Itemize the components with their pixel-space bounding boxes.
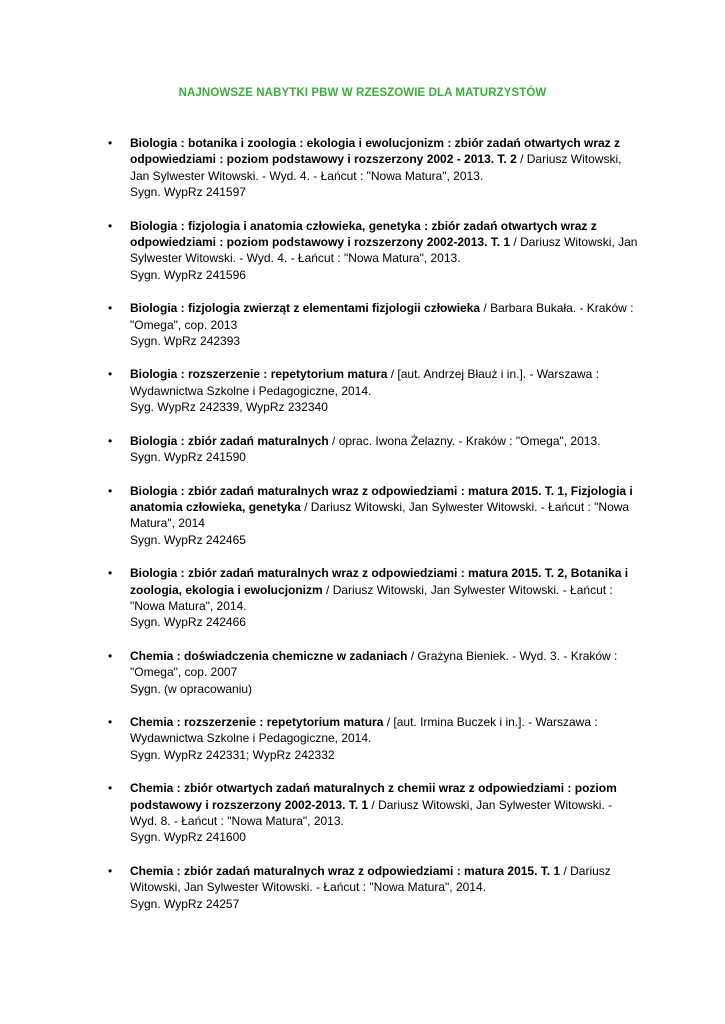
entry-title: Biologia : rozszerzenie : repetytorium matura: [130, 367, 388, 382]
entry-description: / [aut. Irmina Buczek i in.]. - Warszawa : Wydawnictwa Szkolne i Pedagogiczne, 2014.: [130, 714, 598, 746]
list-item: [108, 366, 638, 415]
list-item: [108, 218, 638, 284]
list-item: [108, 648, 638, 697]
entry-title: Chemia : rozszerzenie : repetytorium matura: [130, 714, 384, 729]
entry-title: Biologia : fizjologia i anatomia człowieka, genetyka : zbiór zadań otwartych wraz z odpowiedziami : poziom podstawowy i rozszerzony 2002-2013. T. 1: [130, 218, 597, 250]
bullet-icon: •: [108, 367, 113, 382]
entry-description: / [aut. Andrzej Błauż i in.]. - Warszawa : Wydawnictwa Szkolne i Pedagogiczne, 2014.: [130, 367, 600, 398]
bullet-icon: •: [108, 136, 113, 150]
bullet-icon: •: [108, 648, 113, 663]
entry-description: / Dariusz Witowski, Jan Sylwester Witowski. - Łańcut : "Nowa Matura", 2014.: [130, 863, 611, 895]
entry-title: Chemia : zbiór otwartych zadań maturalnych z chemii wraz z odpowiedziami : poziom podstawowy i rozszerzony 2002-2013. T. 1: [130, 781, 617, 812]
entry-description: / Dariusz Witowski, Jan Sylwester Witowski. - Wyd. 4. - Łańcut : "Nowa Matura", 2013.: [130, 235, 638, 266]
bullet-icon: •: [108, 781, 113, 796]
entry-description: / Dariusz Witowski, Jan Sylwester Witowski. - Wyd. 4. - Łańcut : "Nowa Matura", 2013.: [130, 152, 622, 183]
call-number: Sygn. (w opracowaniu): [130, 681, 253, 696]
entry-description: / Dariusz Witowski, Jan Sylwester Witowski. - Wyd. 8. - Łańcut : "Nowa Matura", 2013.: [130, 797, 613, 828]
entry-title: Chemia : zbiór zadań maturalnych wraz z odpowiedziami : matura 2015. T. 1: [130, 863, 561, 878]
bullet-icon: •: [108, 566, 113, 581]
call-number: Sygn. WpRz 242393: [130, 334, 241, 349]
entry-title: Biologia : zbiór zadań maturalnych: [130, 433, 329, 448]
bullet-icon: •: [108, 433, 113, 448]
bullet-icon: •: [108, 218, 113, 233]
entry-title: Chemia : doświadczenia chemiczne w zadaniach: [130, 648, 408, 663]
entry-description: / Barbara Bukała. - Kraków : "Omega", cop. 2013: [130, 301, 634, 332]
bullet-icon: •: [108, 301, 113, 316]
entry-description: / oprac. Iwona Żelazny. - Kraków : "Omega", 2013.: [328, 433, 601, 448]
call-number: Sygn. WypRz 242331; WypRz 242332: [130, 747, 335, 762]
entry-title: Biologia : botanika i zoologia : ekologia i ewolucjonizm : zbiór zadań otwartych wraz z odpowiedziami : poziom podstawowy i rozszerzony 2002 - 2013. T. 2: [130, 136, 621, 167]
call-number: Sygn. WypRz 241590: [130, 450, 246, 465]
bullet-icon: •: [108, 863, 113, 878]
entry-title: Biologia : zbiór zadań maturalnych wraz z odpowiedziami : matura 2015. T. 1, Fizjologia i anatomia człowieka, genetyka: [130, 483, 633, 514]
call-number: Sygn. WypRz 242465: [130, 532, 246, 547]
list-item: [108, 483, 638, 549]
entry-description: / Grażyna Bieniek. - Wyd. 3. - Kraków : "Omega", cop. 2007: [130, 648, 618, 680]
list-item: [108, 714, 638, 763]
entry-title: Biologia : zbiór zadań maturalnych wraz z odpowiedziami : matura 2015. T. 2, Botanika i zoologia, ekologia i ewolucjonizm: [130, 566, 629, 597]
list-item: [108, 863, 638, 912]
call-number: Sygn. WypRz 242466: [130, 615, 246, 630]
acquisitions-list: [108, 135, 638, 929]
entry-description: / Dariusz Witowski, Jan Sylwester Witowski. - Łańcut : "Nowa Matura", 2014: [130, 499, 630, 531]
list-item: [108, 565, 638, 631]
bullet-icon: •: [108, 714, 113, 729]
entry-description: / Dariusz Witowski, Jan Sylwester Witowski. - Łańcut : "Nowa Matura", 2014.: [130, 582, 613, 613]
page-title: NAJNOWSZE NABYTKI PBW W RZESZOWIE DLA MATURZYSTÓW: [178, 87, 547, 99]
call-number: Sygn. WypRz 241597: [130, 185, 246, 200]
list-item: [108, 433, 638, 466]
call-number: Sygn. WypRz 241600: [130, 830, 246, 845]
entry-title: Biologia : fizjologia zwierząt z elementami fizjologii człowieka: [130, 301, 481, 316]
bullet-icon: •: [108, 483, 113, 498]
list-item: [108, 780, 638, 846]
call-number: Syg. WypRz 242339, WypRz 232340: [130, 400, 328, 415]
list-item: [108, 135, 638, 201]
call-number: Sygn. WypRz 241596: [130, 267, 246, 282]
call-number: Sygn. WypRz 24257: [130, 896, 240, 911]
list-item: [108, 300, 638, 349]
